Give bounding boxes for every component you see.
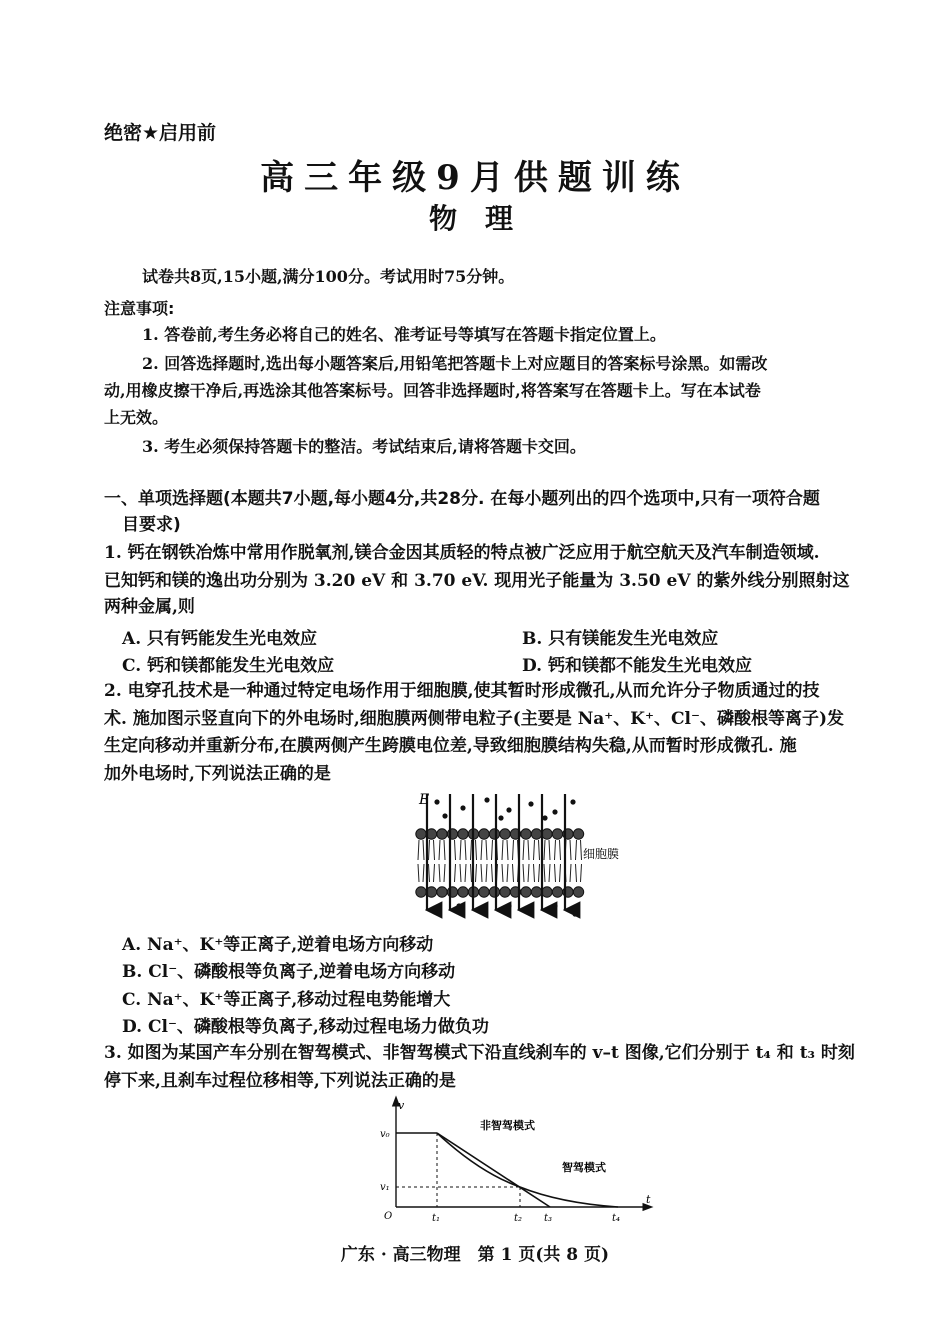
lipid-tail (439, 840, 445, 860)
lipid-tail (523, 864, 529, 882)
note-line-1: 1. 答卷前,考生务必将自己的姓名、准考证号等填写在答题卡指定位置上。 (142, 325, 666, 344)
q1-option-b: B. 只有镁能发生光电效应 (522, 629, 719, 649)
lipid-head (542, 887, 552, 897)
ion-dot (442, 813, 447, 818)
ion-dot (506, 903, 511, 908)
q2-option-b: B. Cl⁻、磷酸根等负离子,逆着电场方向移动 (122, 962, 456, 982)
ion-dot (460, 805, 465, 810)
lipid-tail (576, 840, 582, 860)
q1-line-1: 1. 钙在钢铁冶炼中常用作脱氧剂,镁合金因其质轻的特点被广泛应用于航空航天及汽车制造领域. (104, 543, 820, 563)
lipid-head (447, 887, 457, 897)
lipid-head (500, 829, 510, 839)
lipid-tail (544, 840, 550, 860)
ion-dot (482, 911, 487, 916)
q1-option-c: C. 钙和镁都能发生光电效应 (122, 656, 335, 676)
ion-dot (552, 809, 557, 814)
lipid-tail (429, 864, 435, 882)
notes-heading: 注意事项: (104, 299, 175, 318)
lipid-head (552, 829, 562, 839)
lipid-head (573, 829, 583, 839)
lipid-tail (534, 864, 540, 882)
lipid-tail (481, 840, 487, 860)
ion-dot (432, 909, 437, 914)
lipid-tail (544, 864, 550, 882)
lipid-tail (460, 840, 466, 860)
lipid-tail (513, 864, 519, 882)
section-heading: 一、单项选择题(本题共7小题,每小题4分,共28分. 在每小题列出的四个选项中,只有一项符合题 (104, 489, 820, 509)
lipid-tail (429, 840, 435, 860)
subject-title: 物理 (428, 202, 541, 235)
t3-label: t₃ (544, 1213, 553, 1224)
lipid-tail (439, 864, 445, 882)
lipid-head (458, 829, 468, 839)
lipid-head (521, 887, 531, 897)
t4-label: t₄ (612, 1213, 621, 1224)
lipid-tail (460, 864, 466, 882)
ion-dot (572, 911, 577, 916)
v-axis-label: v (398, 1099, 405, 1112)
origin-label: O (384, 1211, 393, 1222)
vt-graph (370, 1095, 660, 1227)
lipid-head (573, 887, 583, 897)
ion-dot (552, 903, 557, 908)
non-smart-curve (437, 1133, 550, 1207)
t-axis-label: t (646, 1193, 651, 1206)
note-line-5: 3. 考生必须保持答题卡的整洁。考试结束后,请将答题卡交回。 (142, 437, 586, 456)
lipid-tail (534, 840, 540, 860)
lipid-tail (418, 840, 424, 860)
ion-dot (570, 799, 575, 804)
section-heading-cont: 目要求) (122, 515, 181, 535)
q2-option-a: A. Na⁺、K⁺等正离子,逆着电场方向移动 (122, 935, 434, 955)
lipid-head (479, 829, 489, 839)
t2-label: t₂ (514, 1213, 523, 1224)
q1-option-a: A. 只有钙能发生光电效应 (122, 629, 318, 649)
exam-title: 高三年级9月供题训练 (260, 158, 690, 198)
non-smart-label: 非智驾模式 (480, 1119, 535, 1132)
ion-dot (506, 807, 511, 812)
ion-dot (528, 909, 533, 914)
smart-label: 智驾模式 (562, 1161, 606, 1174)
ion-dot (498, 815, 503, 820)
cell-membrane-figure (405, 788, 645, 920)
v0-label: v₀ (380, 1129, 390, 1140)
field-label: E (419, 792, 430, 808)
ion-dot (484, 797, 489, 802)
ion-dot (528, 801, 533, 806)
q2-option-c: C. Na⁺、K⁺等正离子,移动过程电势能增大 (122, 990, 451, 1010)
v1-label: v₁ (380, 1182, 390, 1193)
lipid-head (447, 829, 457, 839)
membrane-label: 细胞膜 (583, 847, 620, 861)
lipid-tail (418, 864, 424, 882)
note-line-2: 2. 回答选择题时,选出每小题答案后,用铅笔把答题卡上对应题目的答案标号涂黑。如需改 (142, 354, 768, 373)
ion-dot (434, 799, 439, 804)
note-line-3: 动,用橡皮擦干净后,再选涂其他答案标号。回答非选择题时,将答案写在答题卡上。写在本试卷 (104, 381, 761, 400)
lipid-tail (502, 864, 508, 882)
exam-intro: 试卷共8页,15小题,满分100分。考试用时75分钟。 (142, 267, 515, 286)
lipid-head (542, 829, 552, 839)
lipid-head (458, 887, 468, 897)
lipid-tail (555, 840, 561, 860)
q1-line-2: 已知钙和镁的逸出功分别为 3.20 eV 和 3.70 eV. 现用光子能量为 3.50 eV 的紫外线分别照射这 (104, 571, 850, 591)
q2-line-3: 生定向移动并重新分布,在膜两侧产生跨膜电位差,导致细胞膜结构失稳,从而暂时形成微孔. 施 (104, 736, 797, 756)
q2-line-2: 术. 施加图示竖直向下的外电场时,细胞膜两侧带电粒子(主要是 Na⁺、K⁺、Cl⁻、磷酸根等离子)发 (104, 709, 844, 729)
q1-option-d: D. 钙和镁都不能发生光电效应 (522, 656, 752, 676)
lipid-tail (555, 864, 561, 882)
lipid-head (500, 887, 510, 897)
lipid-head (489, 887, 499, 897)
q3-line-2: 停下来,且刹车过程位移相等,下列说法正确的是 (104, 1071, 456, 1091)
lipid-head (531, 887, 541, 897)
lipid-tail (523, 840, 529, 860)
lipid-head (437, 829, 447, 839)
lipid-head (479, 887, 489, 897)
lipid-head (552, 887, 562, 897)
q2-option-d: D. Cl⁻、磷酸根等负离子,移动过程电场力做负功 (122, 1017, 489, 1037)
lipid-tail (513, 840, 519, 860)
ion-dot (456, 903, 461, 908)
q2-line-1: 2. 电穿孔技术是一种通过特定电场作用于细胞膜,使其暂时形成微孔,从而允许分子物质通过的技 (104, 681, 820, 701)
lipid-head (416, 829, 426, 839)
confidential-label: 绝密★启用前 (104, 122, 217, 144)
lipid-head (437, 887, 447, 897)
note-line-4: 上无效。 (104, 408, 169, 427)
lipid-head (531, 829, 541, 839)
lipid-head (521, 829, 531, 839)
ion-dot (542, 815, 547, 820)
lipid-tail (481, 864, 487, 882)
lipid-head (416, 887, 426, 897)
page-footer: 广东 · 高三物理 第 1 页(共 8 页) (340, 1245, 610, 1265)
lipid-head (489, 829, 499, 839)
lipid-tail (576, 864, 582, 882)
q1-line-3: 两种金属,则 (104, 597, 195, 617)
t1-label: t₁ (432, 1213, 441, 1224)
q2-line-4: 加外电场时,下列说法正确的是 (104, 764, 331, 784)
q3-line-1: 3. 如图为某国产车分别在智驾模式、非智驾模式下沿直线刹车的 v–t 图像,它们分别于 t₄ 和 t₃ 时刻 (104, 1043, 855, 1063)
lipid-tail (502, 840, 508, 860)
